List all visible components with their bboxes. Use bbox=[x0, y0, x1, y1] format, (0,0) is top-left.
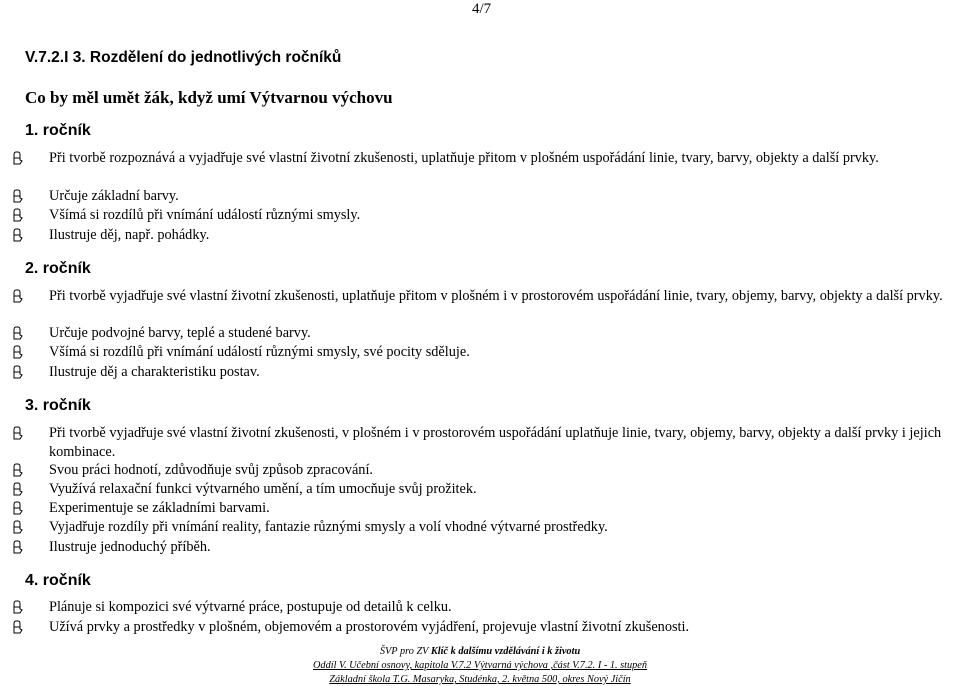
pencil-hand-icon bbox=[11, 208, 23, 222]
list-item: Experimentuje se základními barvami. bbox=[49, 500, 270, 516]
pencil-hand-icon bbox=[11, 426, 23, 440]
pencil-hand-icon bbox=[11, 463, 23, 477]
list-item: Ilustruje děj, např. pohádky. bbox=[49, 227, 210, 243]
footer-line-3: Základní škola T.G. Masaryka, Studénka, 2. května 500, okres Nový Jičín bbox=[329, 674, 631, 685]
grade-1-heading: 1. ročník bbox=[25, 122, 91, 139]
pencil-hand-icon bbox=[11, 501, 23, 515]
footer-prefix: ŠVP pro ZV bbox=[379, 646, 431, 657]
grade-2-heading: 2. ročník bbox=[25, 260, 91, 277]
pencil-hand-icon bbox=[11, 151, 23, 165]
list-item: Při tvorbě rozpoznává a vyjadřuje své vlastní životní zkušenosti, uplatňuje přitom v plošném uspořádání linie, tvary, barvy, objekty a další prvky. bbox=[49, 150, 879, 166]
pencil-hand-icon bbox=[11, 540, 23, 554]
pencil-hand-icon bbox=[11, 189, 23, 203]
list-item: Užívá prvky a prostředky v plošném, objemovém a prostorovém vyjádření, projevuje vlastní životní zkušenosti. bbox=[49, 619, 690, 635]
footer-line-1 bbox=[0, 645, 960, 658]
pencil-hand-icon bbox=[11, 345, 23, 359]
list-item: Určuje základní barvy. bbox=[49, 188, 179, 204]
grade-4-heading: 4. ročník bbox=[25, 572, 91, 589]
list-item: Při tvorbě vyjadřuje své vlastní životní zkušenosti, v plošném i v prostorovém uspořádání uplatňuje linie, tvary, objemy, barvy, objekty a další prvky i jejich kombinace. bbox=[49, 425, 942, 460]
pencil-hand-icon bbox=[11, 620, 23, 634]
grade-3-heading: 3. ročník bbox=[25, 397, 91, 414]
list-item: Při tvorbě vyjadřuje své vlastní životní zkušenosti, uplatňuje přitom v plošném i v prostorovém uspořádání linie, tvary, objemy, barvy, objekty a další prvky. bbox=[49, 288, 943, 304]
subtitle: Co by měl umět žák, když umí Výtvarnou výchovu bbox=[25, 88, 393, 107]
pencil-hand-icon bbox=[11, 482, 23, 496]
list-item: Svou práci hodnotí, zdůvodňuje svůj způsob zpracování. bbox=[49, 462, 373, 478]
list-item: Všímá si rozdílů při vnímání událostí různými smysly, své pocity sděluje. bbox=[49, 344, 470, 360]
pencil-hand-icon bbox=[11, 289, 23, 303]
list-item: Určuje podvojné barvy, teplé a studené barvy. bbox=[49, 325, 311, 341]
page-number: 4/7 bbox=[472, 1, 492, 17]
footer-motto: Klíč k dalšímu vzdělávání i k životu bbox=[430, 646, 581, 657]
list-item: Plánuje si kompozici své výtvarné práce, postupuje od detailů k celku. bbox=[49, 599, 452, 615]
pencil-hand-icon bbox=[11, 600, 23, 614]
pencil-hand-icon bbox=[11, 365, 23, 379]
pencil-hand-icon bbox=[11, 228, 23, 242]
pencil-hand-icon bbox=[11, 520, 23, 534]
list-item: Vyjadřuje rozdíly při vnímání reality, fantazie různými smysly a volí vhodné výtvarné prostředky. bbox=[49, 519, 608, 535]
list-item: Ilustruje jednoduchý příběh. bbox=[49, 539, 211, 555]
pencil-hand-icon bbox=[11, 326, 23, 340]
section-title: V.7.2.I 3. Rozdělení do jednotlivých ročníků bbox=[25, 49, 342, 66]
list-item: Všímá si rozdílů při vnímání událostí různými smysly. bbox=[49, 207, 361, 223]
footer-line-2: Oddíl V. Učební osnovy, kapitola V.7.2 Výtvarná výchova ,část V.7.2. I - 1. stupeň bbox=[312, 660, 648, 671]
list-item: Využívá relaxační funkci výtvarného umění, a tím umocňuje svůj prožitek. bbox=[49, 481, 477, 497]
list-item: Ilustruje děj a charakteristiku postav. bbox=[49, 364, 260, 380]
